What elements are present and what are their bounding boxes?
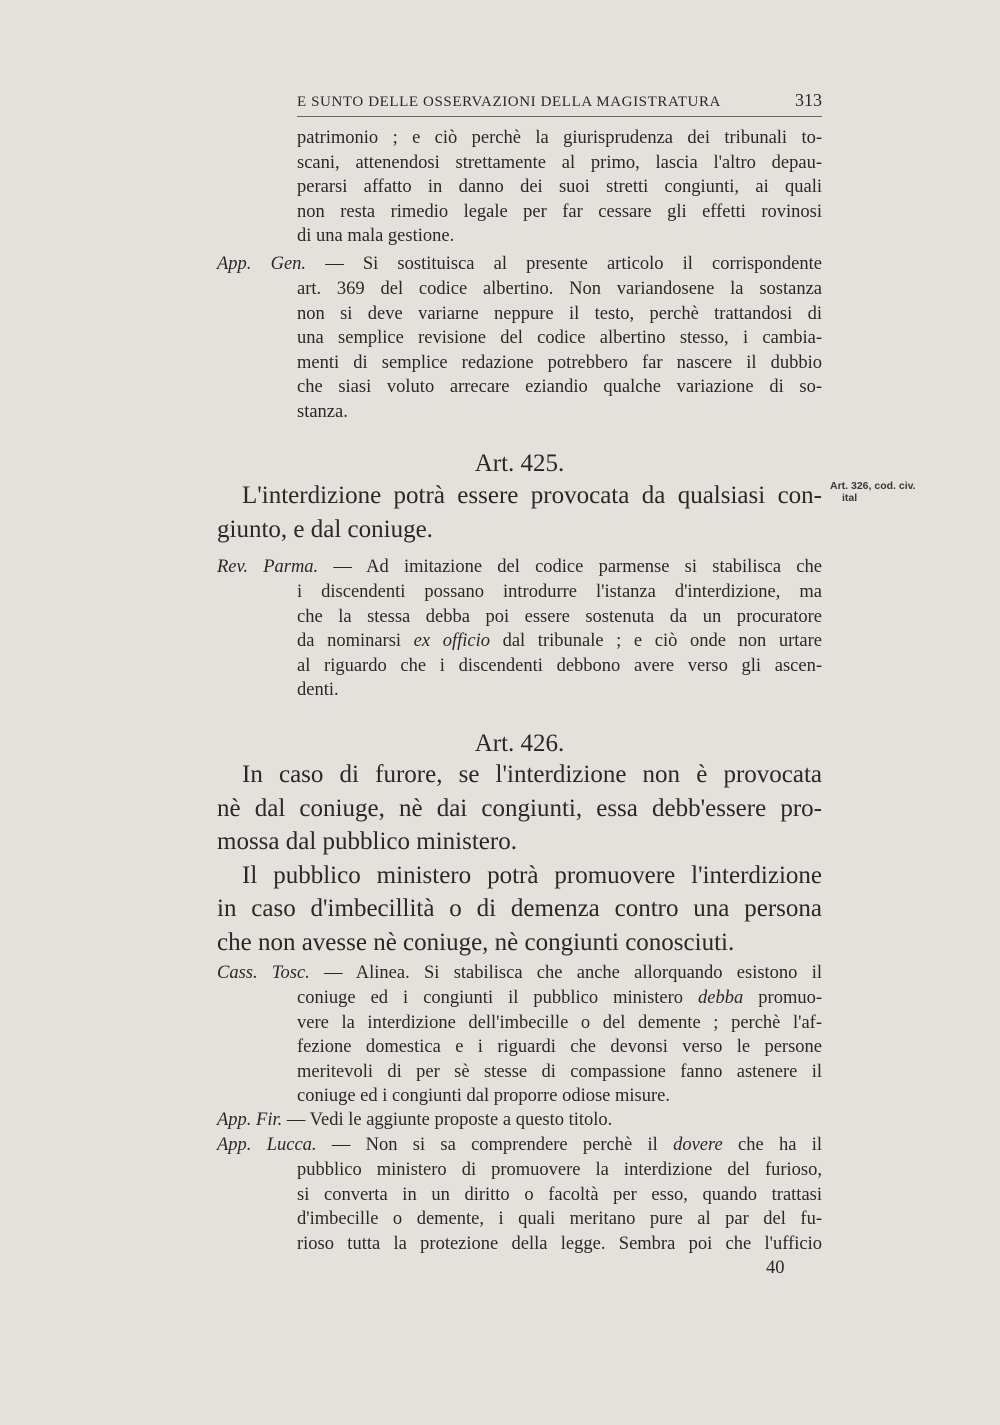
paragraph-cass-tosc-body xyxy=(297,986,822,1109)
text-line: perarsi affatto in danno dei suoi stretti congiunti, ai quali xyxy=(297,177,822,197)
paragraph-app-fir xyxy=(217,1108,822,1133)
paragraph-rev-parma-body xyxy=(297,580,822,703)
text-line: patrimonio ; e ciò perchè la giurisprudenza dei tribunali to- xyxy=(297,128,822,148)
text-line: in caso d'imbecillità o di demenza contro una persona xyxy=(217,895,822,922)
text-line: stanza. xyxy=(297,401,348,422)
page-number: 313 xyxy=(795,90,822,110)
signature-number: 40 xyxy=(766,1258,785,1278)
paragraph-app-gen-body xyxy=(297,277,822,424)
paragraph-app-lucca-body xyxy=(297,1158,822,1256)
text-line: pubblico ministero di promuovere la interdizione del furioso, xyxy=(297,1160,822,1180)
text-line: nè dal coniuge, nè dai congiunti, essa debb'essere pro- xyxy=(217,794,822,822)
article-heading-425: Art. 425. xyxy=(474,450,565,477)
text-line: non resta rimedio legale per far cessare gli effetti rovinosi xyxy=(297,201,822,222)
text-line: Il pubblico ministero potrà promuovere l'interdizione xyxy=(242,861,822,889)
author-label: App. Fir. xyxy=(217,1110,283,1130)
text-line: Rev. Parma. — Ad imitazione del codice parmense si stabilisca che xyxy=(217,557,822,577)
text-line: fezione domestica e i riguardi che devonsi verso le persone xyxy=(297,1037,822,1057)
text-line: App. Fir. — Vedi le aggiunte proposte a questo titolo. xyxy=(217,1110,613,1130)
paragraph-rev-parma xyxy=(217,555,822,580)
paragraph-app-lucca xyxy=(217,1133,822,1158)
text-line: che non avesse nè coniuge, nè congiunti conosciuti. xyxy=(217,928,735,956)
text-line: mossa dal pubblico ministero. xyxy=(217,828,517,855)
text-line: scani, attenendosi strettamente al primo, lascia l'altro depau- xyxy=(297,152,822,173)
text-line: App. Lucca. — Non si sa comprendere perchè il dovere che ha il xyxy=(217,1135,822,1155)
text-line: Cass. Tosc. — Alinea. Si stabilisca che anche allorquando esistono il xyxy=(217,963,822,983)
text-line: coniuge ed i congiunti dal proporre odiose misure. xyxy=(297,1086,670,1106)
author-label: App. Gen. xyxy=(217,254,307,274)
text-line: d'imbecille o demente, i quali meritano pure al par del fu- xyxy=(297,1209,822,1229)
paragraph-app-gen xyxy=(217,252,822,277)
running-header xyxy=(297,90,822,111)
text-line: In caso di furore, se l'interdizione non è provocata xyxy=(242,761,822,788)
text-line: vere la interdizione dell'imbecille o del demente ; perchè l'af- xyxy=(297,1012,822,1033)
paragraph-patrimonio xyxy=(297,126,822,249)
text-line: non si deve variarne neppure il testo, perchè trattandosi di xyxy=(297,303,822,324)
text-line: rioso tutta la protezione della legge. Sembra poi che l'ufficio xyxy=(297,1233,822,1254)
author-label: Cass. Tosc. xyxy=(217,963,310,983)
text-line: al riguardo che i discendenti debbono avere verso gli ascen- xyxy=(297,655,822,676)
article-text-426 xyxy=(217,758,822,959)
text-line: denti. xyxy=(297,680,339,700)
text-line: art. 369 del codice albertino. Non variandosene la sostanza xyxy=(297,279,822,299)
paragraph-cass-tosc xyxy=(217,961,822,986)
text-line: una semplice revisione del codice albertino stesso, i cambia- xyxy=(297,328,822,348)
article-text-425 xyxy=(217,479,822,546)
text-line: che la stessa debba poi essere sostenuta da un procuratore xyxy=(297,606,822,627)
author-label: App. Lucca. xyxy=(217,1135,317,1155)
margin-reference: Art. 326, cod. civ. ital xyxy=(830,480,916,504)
text-line: da nominarsi ex officio dal tribunale ; e ciò onde non urtare xyxy=(297,631,822,651)
header-rule xyxy=(297,116,822,117)
text-line: L'interdizione potrà essere provocata da qualsiasi con- xyxy=(242,482,822,509)
running-title: E SUNTO DELLE OSSERVAZIONI DELLA MAGISTRATURA xyxy=(297,94,721,110)
text-line: di una mala gestione. xyxy=(297,226,455,246)
author-label: Rev. Parma. xyxy=(217,557,319,577)
text-line: App. Gen. — Si sostituisca al presente articolo il corrispondente xyxy=(217,254,822,274)
article-heading-426: Art. 426. xyxy=(474,730,565,757)
text-line: meritevoli di per sè stesse di compassione fanno astenere il xyxy=(297,1061,822,1082)
text-line: giunto, e dal coniuge. xyxy=(217,515,433,543)
text-line: menti di semplice redazione potrebbero far nascere il dubbio xyxy=(297,352,822,373)
text-line: i discendenti possano introdurre l'istanza d'interdizione, ma xyxy=(297,582,822,602)
text-line: coniuge ed i congiunti il pubblico ministero debba promuo- xyxy=(297,988,822,1008)
text-line: che siasi voluto arrecare eziandio qualche variazione di so- xyxy=(297,377,822,397)
text-line: si converta in un diritto o facoltà per esso, quando trattasi xyxy=(297,1184,822,1205)
